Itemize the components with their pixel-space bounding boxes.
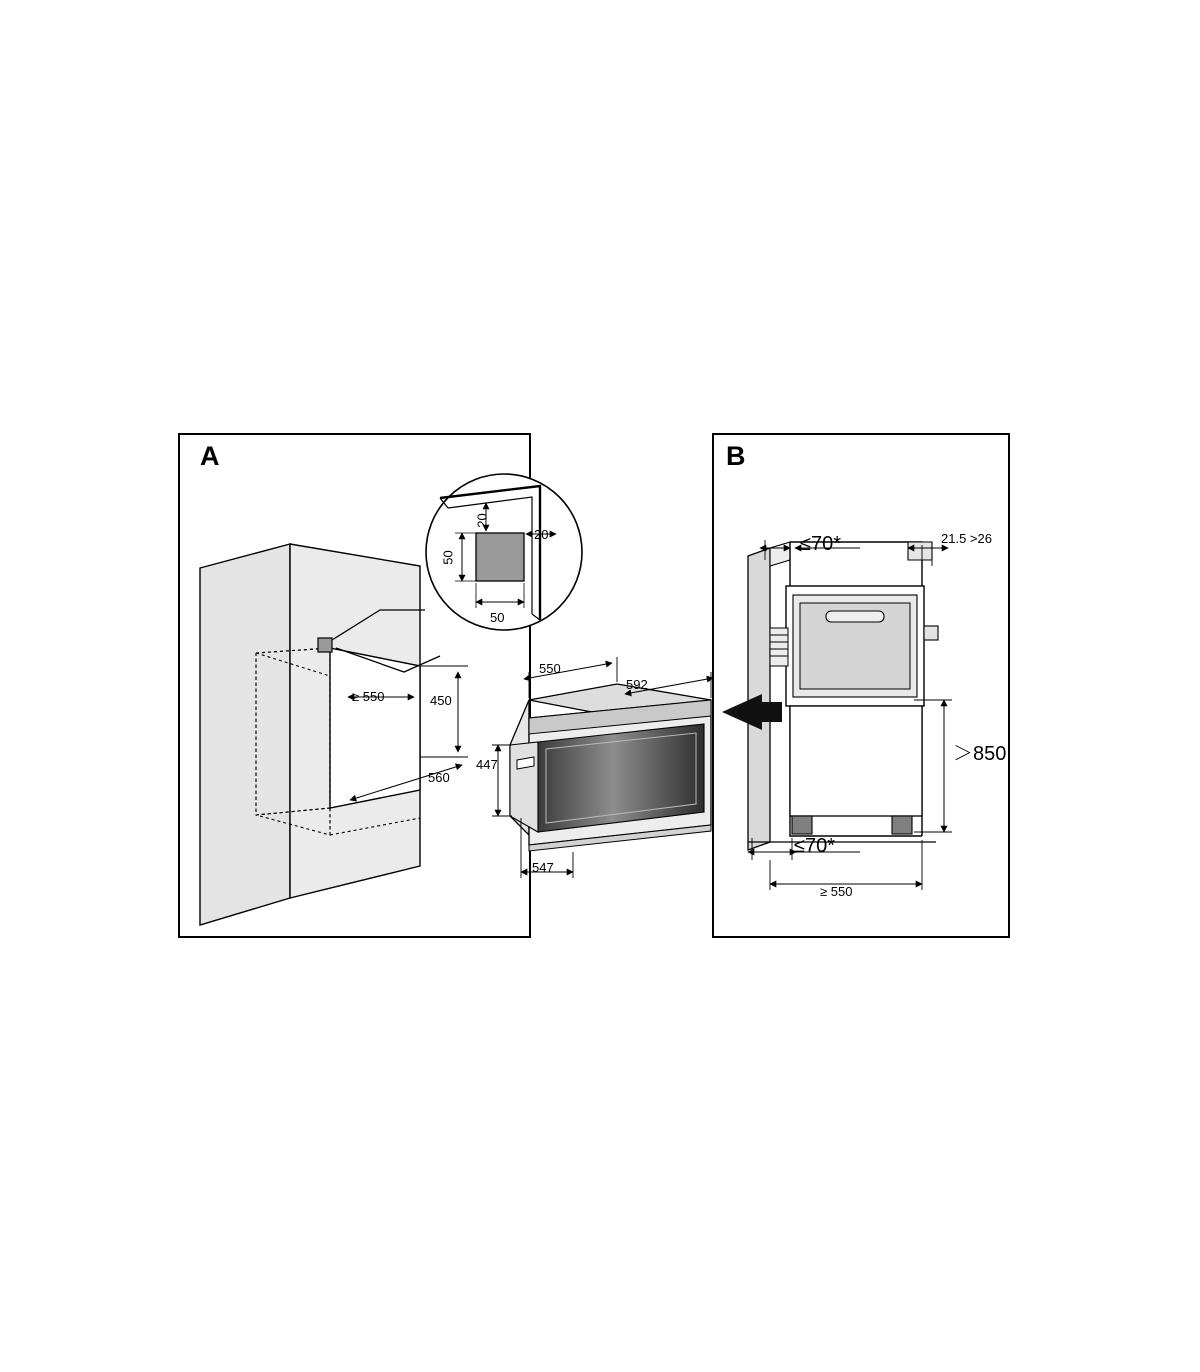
niche-depth-label: 560 <box>428 770 450 785</box>
rear-range-label: 21.5 >26 <box>941 531 992 546</box>
cabinet-width-label: ≥ 550 <box>820 884 853 899</box>
detail-square-height-label: 50 <box>440 550 456 565</box>
oven-front-width-label: 592 <box>626 677 648 692</box>
detail-right-inset-label: 20 <box>534 527 549 542</box>
worktop-height-label: ＞850 <box>953 743 1007 765</box>
oven-side-height-label: 447 <box>476 757 498 772</box>
plinth-gap-label: ≤70* <box>794 835 836 857</box>
oven-perspective-illustration <box>492 657 713 878</box>
oven-top-width-label: 550 <box>539 661 561 676</box>
detail-top-inset-label: 20 <box>474 513 490 528</box>
cabinet-illustration <box>200 474 582 925</box>
installation-side-view <box>722 540 952 890</box>
top-gap-label: ≤70* <box>800 533 842 555</box>
panel-a-letter: A <box>200 441 220 471</box>
oven-bottom-width-label: 547 <box>532 860 554 875</box>
niche-width-label: ≥ 550 <box>352 689 385 704</box>
niche-height-label: 450 <box>430 693 452 708</box>
panel-b-letter: B <box>726 441 746 471</box>
arrow-right-icon <box>722 694 782 730</box>
detail-square-width-label: 50 <box>490 610 505 625</box>
